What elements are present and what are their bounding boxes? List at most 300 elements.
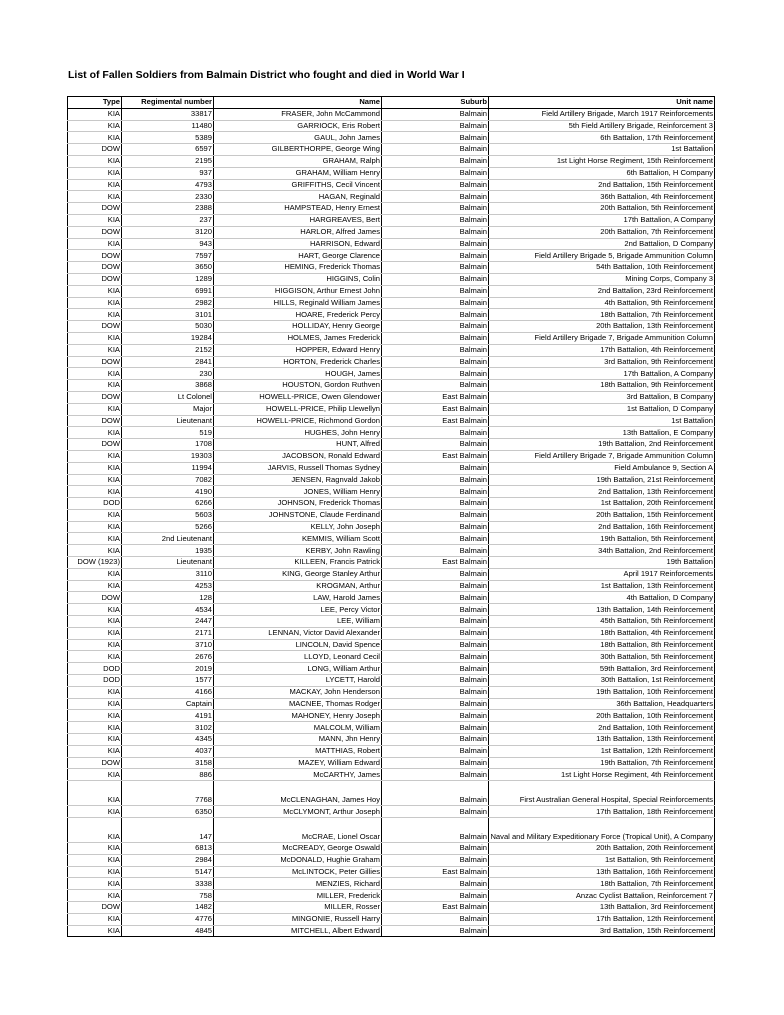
unit-name-cell: 2nd Battalion, 15th Reinforcement: [489, 179, 715, 191]
name-cell: MILLER, Frederick: [214, 890, 382, 902]
page-title: List of Fallen Soldiers from Balmain District who fought and died in World War I: [68, 69, 465, 81]
regimental-number-cell: 4534: [122, 604, 214, 616]
name-cell: LINCOLN, David Spence: [214, 639, 382, 651]
table-row: [68, 902, 715, 914]
suburb-cell: Balmain: [382, 651, 489, 663]
type-cell: KIA: [68, 521, 122, 533]
suburb-cell: Balmain: [382, 439, 489, 451]
name-cell: McCLYMONT, Arthur Joseph: [214, 806, 382, 818]
unit-name-cell: 2nd Battalion, 16th Reinforcement: [489, 521, 715, 533]
regimental-number-cell: 2330: [122, 191, 214, 203]
regimental-number-cell: 4845: [122, 925, 214, 937]
column-header-name: Name: [214, 97, 382, 109]
regimental-number-cell: 2019: [122, 663, 214, 675]
suburb-cell: Balmain: [382, 818, 489, 843]
suburb-cell: Balmain: [382, 498, 489, 510]
name-cell: HOUGH, James: [214, 368, 382, 380]
suburb-cell: Balmain: [382, 297, 489, 309]
column-header-unit-name: Unit name: [489, 97, 715, 109]
unit-name-cell: 18th Battalion, 4th Reinforcement: [489, 627, 715, 639]
name-cell: LENNAN, Victor David Alexander: [214, 627, 382, 639]
name-cell: LAW, Harold James: [214, 592, 382, 604]
type-cell: DOW (1923): [68, 557, 122, 569]
name-cell: HOARE, Frederick Percy: [214, 309, 382, 321]
regimental-number-cell: 11480: [122, 120, 214, 132]
table-row: [68, 368, 715, 380]
type-cell: KIA: [68, 616, 122, 628]
name-cell: LLOYD, Leonard Cecil: [214, 651, 382, 663]
suburb-cell: Balmain: [382, 321, 489, 333]
suburb-cell: Balmain: [382, 745, 489, 757]
table-body: [68, 108, 715, 937]
name-cell: MATTHIAS, Robert: [214, 745, 382, 757]
suburb-cell: Balmain: [382, 132, 489, 144]
type-cell: KIA: [68, 285, 122, 297]
type-cell: KIA: [68, 155, 122, 167]
type-cell: KIA: [68, 132, 122, 144]
suburb-cell: Balmain: [382, 698, 489, 710]
table-row: [68, 854, 715, 866]
table-row: [68, 925, 715, 937]
unit-name-cell: 2nd Battalion, 10th Reinforcement: [489, 722, 715, 734]
type-cell: KIA: [68, 297, 122, 309]
name-cell: KEMMIS, William Scott: [214, 533, 382, 545]
name-cell: HOPPER, Edward Henry: [214, 344, 382, 356]
suburb-cell: Balmain: [382, 734, 489, 746]
table-row: [68, 309, 715, 321]
type-cell: KIA: [68, 533, 122, 545]
regimental-number-cell: 2152: [122, 344, 214, 356]
regimental-number-cell: 7768: [122, 781, 214, 806]
table-row: [68, 415, 715, 427]
table-row: [68, 745, 715, 757]
table-row: [68, 913, 715, 925]
regimental-number-cell: 5603: [122, 509, 214, 521]
suburb-cell: Balmain: [382, 769, 489, 781]
unit-name-cell: 18th Battalion, 7th Reinforcement: [489, 878, 715, 890]
regimental-number-cell: 1482: [122, 902, 214, 914]
regimental-number-cell: 5147: [122, 866, 214, 878]
table-row: [68, 391, 715, 403]
type-cell: DOW: [68, 415, 122, 427]
name-cell: JOHNSON, Frederick Thomas: [214, 498, 382, 510]
table-row: [68, 356, 715, 368]
unit-name-cell: April 1917 Reinforcements: [489, 568, 715, 580]
name-cell: LEE, Percy Victor: [214, 604, 382, 616]
suburb-cell: Balmain: [382, 155, 489, 167]
table-row: [68, 144, 715, 156]
unit-name-cell: 1st Light Horse Regiment, 15th Reinforcement: [489, 155, 715, 167]
suburb-cell: Balmain: [382, 878, 489, 890]
table-row: [68, 238, 715, 250]
regimental-number-cell: 3710: [122, 639, 214, 651]
suburb-cell: Balmain: [382, 854, 489, 866]
suburb-cell: Balmain: [382, 781, 489, 806]
regimental-number-cell: 2171: [122, 627, 214, 639]
suburb-cell: Balmain: [382, 627, 489, 639]
unit-name-cell: 20th Battalion, 10th Reinforcement: [489, 710, 715, 722]
table-row: [68, 427, 715, 439]
unit-name-cell: 17th Battalion, 4th Reinforcement: [489, 344, 715, 356]
suburb-cell: Balmain: [382, 203, 489, 215]
name-cell: MACNEE, Thomas Rodger: [214, 698, 382, 710]
suburb-cell: Balmain: [382, 486, 489, 498]
regimental-number-cell: 7597: [122, 250, 214, 262]
table-row: [68, 675, 715, 687]
type-cell: KIA: [68, 580, 122, 592]
suburb-cell: Balmain: [382, 913, 489, 925]
table-row: [68, 781, 715, 806]
name-cell: MENZIES, Richard: [214, 878, 382, 890]
table-row: [68, 545, 715, 557]
table-row: [68, 557, 715, 569]
table-row: [68, 890, 715, 902]
name-cell: MALCOLM, William: [214, 722, 382, 734]
table-row: [68, 297, 715, 309]
name-cell: HOLLIDAY, Henry George: [214, 321, 382, 333]
suburb-cell: Balmain: [382, 757, 489, 769]
name-cell: HART, George Clarence: [214, 250, 382, 262]
table-row: [68, 226, 715, 238]
regimental-number-cell: 19303: [122, 450, 214, 462]
type-cell: KIA: [68, 698, 122, 710]
regimental-number-cell: 3868: [122, 380, 214, 392]
unit-name-cell: 34th Battalion, 2nd Reinforcement: [489, 545, 715, 557]
type-cell: KIA: [68, 734, 122, 746]
regimental-number-cell: 3120: [122, 226, 214, 238]
unit-name-cell: 1st Battalion, 12th Reinforcement: [489, 745, 715, 757]
name-cell: HIGGINS, Colin: [214, 273, 382, 285]
suburb-cell: Balmain: [382, 238, 489, 250]
type-cell: KIA: [68, 843, 122, 855]
unit-name-cell: Field Ambulance 9, Section A: [489, 462, 715, 474]
name-cell: MANN, Jhn Henry: [214, 734, 382, 746]
type-cell: KIA: [68, 486, 122, 498]
unit-name-cell: 18th Battalion, 8th Reinforcement: [489, 639, 715, 651]
suburb-cell: Balmain: [382, 843, 489, 855]
type-cell: DOW: [68, 902, 122, 914]
suburb-cell: Balmain: [382, 890, 489, 902]
name-cell: HAGAN, Reginald: [214, 191, 382, 203]
table-row: [68, 769, 715, 781]
table-row: [68, 167, 715, 179]
suburb-cell: Balmain: [382, 214, 489, 226]
suburb-cell: East Balmain: [382, 391, 489, 403]
type-cell: KIA: [68, 462, 122, 474]
type-cell: KIA: [68, 427, 122, 439]
table-row: [68, 616, 715, 628]
regimental-number-cell: 3101: [122, 309, 214, 321]
suburb-cell: Balmain: [382, 356, 489, 368]
name-cell: HIGGISON, Arthur Ernest John: [214, 285, 382, 297]
regimental-number-cell: 3110: [122, 568, 214, 580]
suburb-cell: East Balmain: [382, 557, 489, 569]
table-row: [68, 806, 715, 818]
unit-name-cell: 13th Battalion, 16th Reinforcement: [489, 866, 715, 878]
regimental-number-cell: Captain: [122, 698, 214, 710]
type-cell: KIA: [68, 854, 122, 866]
unit-name-cell: 13th Battalion, E Company: [489, 427, 715, 439]
type-cell: KIA: [68, 545, 122, 557]
unit-name-cell: 36th Battalion, 4th Reinforcement: [489, 191, 715, 203]
unit-name-cell: 20th Battalion, 20th Reinforcement: [489, 843, 715, 855]
name-cell: MAZEY, William Edward: [214, 757, 382, 769]
suburb-cell: Balmain: [382, 167, 489, 179]
regimental-number-cell: 19284: [122, 332, 214, 344]
unit-name-cell: 19th Battalion, 10th Reinforcement: [489, 686, 715, 698]
suburb-cell: East Balmain: [382, 415, 489, 427]
unit-name-cell: 36th Battalion, Headquarters: [489, 698, 715, 710]
regimental-number-cell: 6350: [122, 806, 214, 818]
name-cell: HOWELL-PRICE, Richmond Gordon: [214, 415, 382, 427]
name-cell: MACKAY, John Henderson: [214, 686, 382, 698]
name-cell: GILBERTHORPE, George Wing: [214, 144, 382, 156]
unit-name-cell: 17th Battalion, A Company: [489, 368, 715, 380]
regimental-number-cell: Lieutenant: [122, 557, 214, 569]
type-cell: KIA: [68, 509, 122, 521]
type-cell: DOD: [68, 498, 122, 510]
regimental-number-cell: 6991: [122, 285, 214, 297]
suburb-cell: Balmain: [382, 616, 489, 628]
unit-name-cell: Anzac Cyclist Battalion, Reinforcement 7: [489, 890, 715, 902]
regimental-number-cell: 2nd Lieutenant: [122, 533, 214, 545]
unit-name-cell: 1st Battalion, 13th Reinforcement: [489, 580, 715, 592]
type-cell: KIA: [68, 403, 122, 415]
type-cell: KIA: [68, 108, 122, 120]
unit-name-cell: 1st Battalion, D Company: [489, 403, 715, 415]
regimental-number-cell: 5266: [122, 521, 214, 533]
suburb-cell: East Balmain: [382, 450, 489, 462]
type-cell: DOW: [68, 250, 122, 262]
unit-name-cell: 18th Battalion, 9th Reinforcement: [489, 380, 715, 392]
name-cell: FRASER, John McCammond: [214, 108, 382, 120]
type-cell: KIA: [68, 474, 122, 486]
type-cell: KIA: [68, 686, 122, 698]
unit-name-cell: 30th Battalion, 5th Reinforcement: [489, 651, 715, 663]
type-cell: KIA: [68, 179, 122, 191]
suburb-cell: Balmain: [382, 344, 489, 356]
name-cell: JENSEN, Ragnvald Jakob: [214, 474, 382, 486]
table-row: [68, 592, 715, 604]
type-cell: KIA: [68, 639, 122, 651]
type-cell: KIA: [68, 191, 122, 203]
regimental-number-cell: 943: [122, 238, 214, 250]
suburb-cell: Balmain: [382, 686, 489, 698]
name-cell: HUGHES, John Henry: [214, 427, 382, 439]
suburb-cell: Balmain: [382, 144, 489, 156]
suburb-cell: Balmain: [382, 710, 489, 722]
table-row: [68, 474, 715, 486]
suburb-cell: Balmain: [382, 568, 489, 580]
name-cell: JACOBSON, Ronald Edward: [214, 450, 382, 462]
table-row: [68, 214, 715, 226]
type-cell: DOW: [68, 439, 122, 451]
unit-name-cell: 19th Battalion, 7th Reinforcement: [489, 757, 715, 769]
type-cell: KIA: [68, 878, 122, 890]
name-cell: HARGREAVES, Bert: [214, 214, 382, 226]
type-cell: KIA: [68, 781, 122, 806]
name-cell: McCRAE, Lionel Oscar: [214, 818, 382, 843]
type-cell: DOW: [68, 262, 122, 274]
unit-name-cell: 20th Battalion, 13th Reinforcement: [489, 321, 715, 333]
suburb-cell: Balmain: [382, 262, 489, 274]
suburb-cell: Balmain: [382, 509, 489, 521]
regimental-number-cell: 237: [122, 214, 214, 226]
regimental-number-cell: 886: [122, 769, 214, 781]
name-cell: HILLS, Reginald William James: [214, 297, 382, 309]
regimental-number-cell: 2388: [122, 203, 214, 215]
type-cell: KIA: [68, 925, 122, 937]
name-cell: McCREADY, George Oswald: [214, 843, 382, 855]
name-cell: GAUL, John James: [214, 132, 382, 144]
suburb-cell: Balmain: [382, 474, 489, 486]
table-row: [68, 818, 715, 843]
name-cell: HUNT, Alfred: [214, 439, 382, 451]
unit-name-cell: 1st Battalion: [489, 415, 715, 427]
table-row: [68, 866, 715, 878]
name-cell: McCLENAGHAN, James Hoy: [214, 781, 382, 806]
unit-name-cell: Naval and Military Expeditionary Force (Tropical Unit), A Company: [489, 818, 715, 843]
type-cell: KIA: [68, 745, 122, 757]
type-cell: KIA: [68, 120, 122, 132]
column-header-type: Type: [68, 97, 122, 109]
unit-name-cell: 19th Battalion: [489, 557, 715, 569]
suburb-cell: Balmain: [382, 462, 489, 474]
name-cell: MITCHELL, Albert Edward: [214, 925, 382, 937]
suburb-cell: Balmain: [382, 179, 489, 191]
type-cell: KIA: [68, 604, 122, 616]
suburb-cell: Balmain: [382, 533, 489, 545]
type-cell: DOD: [68, 663, 122, 675]
unit-name-cell: Field Artillery Brigade 7, Brigade Ammunition Column: [489, 450, 715, 462]
name-cell: HAMPSTEAD, Henry Ernest: [214, 203, 382, 215]
table-row: [68, 273, 715, 285]
regimental-number-cell: 5030: [122, 321, 214, 333]
table-row: [68, 604, 715, 616]
table-row: [68, 380, 715, 392]
type-cell: KIA: [68, 769, 122, 781]
type-cell: KIA: [68, 167, 122, 179]
regimental-number-cell: 147: [122, 818, 214, 843]
table-row: [68, 344, 715, 356]
type-cell: KIA: [68, 380, 122, 392]
suburb-cell: Balmain: [382, 309, 489, 321]
table-row: [68, 686, 715, 698]
unit-name-cell: 1st Light Horse Regiment, 4th Reinforcement: [489, 769, 715, 781]
table-row: [68, 120, 715, 132]
suburb-cell: Balmain: [382, 925, 489, 937]
regimental-number-cell: 2195: [122, 155, 214, 167]
name-cell: JOHNSTONE, Claude Ferdinand: [214, 509, 382, 521]
table-row: [68, 710, 715, 722]
suburb-cell: Balmain: [382, 250, 489, 262]
table-row: [68, 332, 715, 344]
name-cell: KELLY, John Joseph: [214, 521, 382, 533]
regimental-number-cell: 2447: [122, 616, 214, 628]
name-cell: McCARTHY, James: [214, 769, 382, 781]
unit-name-cell: 13th Battalion, 13th Reinforcement: [489, 734, 715, 746]
unit-name-cell: 2nd Battalion, D Company: [489, 238, 715, 250]
table-row: [68, 580, 715, 592]
name-cell: LYCETT, Harold: [214, 675, 382, 687]
name-cell: HOLMES, James Frederick: [214, 332, 382, 344]
type-cell: KIA: [68, 368, 122, 380]
table-row: [68, 498, 715, 510]
table-row: [68, 439, 715, 451]
regimental-number-cell: 2676: [122, 651, 214, 663]
unit-name-cell: 13th Battalion, 3rd Reinforcement: [489, 902, 715, 914]
regimental-number-cell: 519: [122, 427, 214, 439]
regimental-number-cell: 5389: [122, 132, 214, 144]
name-cell: HARRISON, Edward: [214, 238, 382, 250]
table-row: [68, 132, 715, 144]
table-row: [68, 250, 715, 262]
type-cell: DOW: [68, 144, 122, 156]
regimental-number-cell: Major: [122, 403, 214, 415]
name-cell: HORTON, Frederick Charles: [214, 356, 382, 368]
type-cell: DOW: [68, 356, 122, 368]
unit-name-cell: 17th Battalion, 12th Reinforcement: [489, 913, 715, 925]
table-row: [68, 734, 715, 746]
unit-name-cell: 19th Battalion, 2nd Reinforcement: [489, 439, 715, 451]
unit-name-cell: 3rd Battalion, 9th Reinforcement: [489, 356, 715, 368]
name-cell: MAHONEY, Henry Joseph: [214, 710, 382, 722]
column-header-suburb: Suburb: [382, 97, 489, 109]
table-row: [68, 651, 715, 663]
type-cell: DOW: [68, 273, 122, 285]
type-cell: KIA: [68, 866, 122, 878]
unit-name-cell: 2nd Battalion, 13th Reinforcement: [489, 486, 715, 498]
regimental-number-cell: 1577: [122, 675, 214, 687]
unit-name-cell: Field Artillery Brigade 5, Brigade Ammunition Column: [489, 250, 715, 262]
table-row: [68, 521, 715, 533]
suburb-cell: Balmain: [382, 663, 489, 675]
table-row: [68, 321, 715, 333]
regimental-number-cell: 758: [122, 890, 214, 902]
suburb-cell: Balmain: [382, 191, 489, 203]
table-row: [68, 698, 715, 710]
regimental-number-cell: 128: [122, 592, 214, 604]
name-cell: KERBY, John Rawling: [214, 545, 382, 557]
regimental-number-cell: 1935: [122, 545, 214, 557]
suburb-cell: Balmain: [382, 675, 489, 687]
table-row: [68, 663, 715, 675]
suburb-cell: Balmain: [382, 285, 489, 297]
regimental-number-cell: 4345: [122, 734, 214, 746]
regimental-number-cell: Lt Colonel: [122, 391, 214, 403]
unit-name-cell: 54th Battalion, 10th Reinforcement: [489, 262, 715, 274]
suburb-cell: Balmain: [382, 521, 489, 533]
suburb-cell: Balmain: [382, 273, 489, 285]
type-cell: KIA: [68, 818, 122, 843]
suburb-cell: Balmain: [382, 639, 489, 651]
name-cell: MILLER, Rosser: [214, 902, 382, 914]
unit-name-cell: 5th Field Artillery Brigade, Reinforcement 3: [489, 120, 715, 132]
table-row: [68, 568, 715, 580]
suburb-cell: Balmain: [382, 380, 489, 392]
type-cell: KIA: [68, 332, 122, 344]
regimental-number-cell: 4166: [122, 686, 214, 698]
type-cell: KIA: [68, 214, 122, 226]
table-row: [68, 878, 715, 890]
suburb-cell: Balmain: [382, 722, 489, 734]
type-cell: DOD: [68, 675, 122, 687]
name-cell: HOUSTON, Gordon Ruthven: [214, 380, 382, 392]
regimental-number-cell: Lieutenant: [122, 415, 214, 427]
suburb-cell: Balmain: [382, 120, 489, 132]
unit-name-cell: 1st Battalion, 9th Reinforcement: [489, 854, 715, 866]
table-row: [68, 757, 715, 769]
